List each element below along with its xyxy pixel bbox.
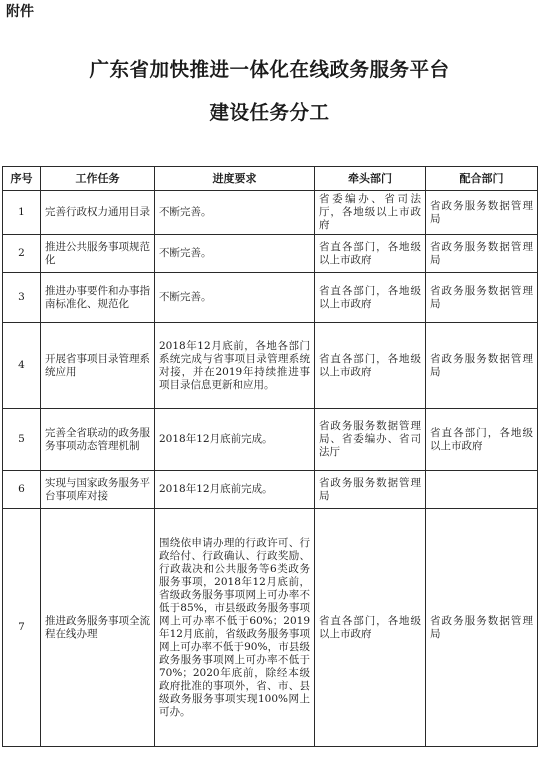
column-header-task: 工作任务	[41, 167, 155, 191]
cell-progress: 不断完善。	[155, 273, 315, 323]
column-header-seq: 序号	[3, 167, 41, 191]
cell-progress: 不断完善。	[155, 191, 315, 235]
cell-task: 实现与国家政务服务平台事项库对接	[41, 471, 155, 509]
column-header-cooperate: 配合部门	[426, 167, 538, 191]
cell-cooperate: 省政务服务数据管理局	[426, 235, 538, 273]
cell-lead: 省委编办、省司法厅，各地级以上市政府	[315, 191, 426, 235]
cell-seq: 7	[3, 509, 41, 747]
cell-cooperate: 省政务服务数据管理局	[426, 273, 538, 323]
cell-progress: 不断完善。	[155, 235, 315, 273]
cell-task: 推进公共服务事项规范化	[41, 235, 155, 273]
table-row	[3, 409, 538, 471]
cell-cooperate: 省直各部门，各地级以上市政府	[426, 409, 538, 471]
cell-progress: 围绕依申请办理的行政许可、行政给付、行政确认、行政奖励、行政裁决和公共服务等6类政务服务事项，2018年12月底前，省级政务服务事项网上可办率不低于85%，市县级政务服务事项网上可办率不低于60%；2019年12月底前，省级政务服务事项网上可办率不低于90%，市县级政务服务事项网上可办率不低于70%；2020年底前，除经本级政府批准的事项外，省、市、县级政务服务事项实现100%网上可办。	[155, 509, 315, 747]
cell-cooperate: 省政务服务数据管理局	[426, 323, 538, 409]
table-row	[3, 471, 538, 509]
cell-lead: 省直各部门，各地级以上市政府	[315, 273, 426, 323]
cell-progress: 2018年12月底前，各地各部门系统完成与省事项目录管理系统对接，并在2019年持续推进事项目录信息更新和应用。	[155, 323, 315, 409]
cell-task: 完善行政权力通用目录	[41, 191, 155, 235]
cell-lead: 省直各部门，各地级以上市政府	[315, 509, 426, 747]
cell-progress: 2018年12月底前完成。	[155, 471, 315, 509]
cell-task: 推进政务服务事项全流程在线办理	[41, 509, 155, 747]
cell-task: 完善全省联动的政务服务事项动态管理机制	[41, 409, 155, 471]
task-table	[2, 166, 538, 747]
cell-seq: 6	[3, 471, 41, 509]
cell-task: 开展省事项目录管理系统应用	[41, 323, 155, 409]
cell-lead: 省直各部门，各地级以上市政府	[315, 323, 426, 409]
cell-seq: 1	[3, 191, 41, 235]
cell-seq: 2	[3, 235, 41, 273]
cell-lead: 省政务服务数据管理局	[315, 471, 426, 509]
cell-cooperate: 省政务服务数据管理局	[426, 509, 538, 747]
column-header-progress: 进度要求	[155, 167, 315, 191]
cell-cooperate: 省政务服务数据管理局	[426, 191, 538, 235]
document-title-line-2: 建设任务分工	[209, 101, 330, 124]
table-header-row	[3, 167, 538, 191]
table-row	[3, 323, 538, 409]
cell-seq: 4	[3, 323, 41, 409]
table-row	[3, 509, 538, 747]
table-row	[3, 235, 538, 273]
table-row	[3, 273, 538, 323]
cell-cooperate	[426, 471, 538, 509]
table-row	[3, 191, 538, 235]
appendix-label: 附件	[6, 4, 34, 20]
cell-progress: 2018年12月底前完成。	[155, 409, 315, 471]
cell-lead: 省政务服务数据管理局、省委编办、省司法厅	[315, 409, 426, 471]
cell-seq: 5	[3, 409, 41, 471]
cell-task: 推进办事要件和办事指南标准化、规范化	[41, 273, 155, 323]
document-title-line-1: 广东省加快推进一体化在线政务服务平台	[89, 58, 450, 81]
column-header-lead: 牵头部门	[315, 167, 426, 191]
cell-seq: 3	[3, 273, 41, 323]
cell-lead: 省直各部门，各地级以上市政府	[315, 235, 426, 273]
